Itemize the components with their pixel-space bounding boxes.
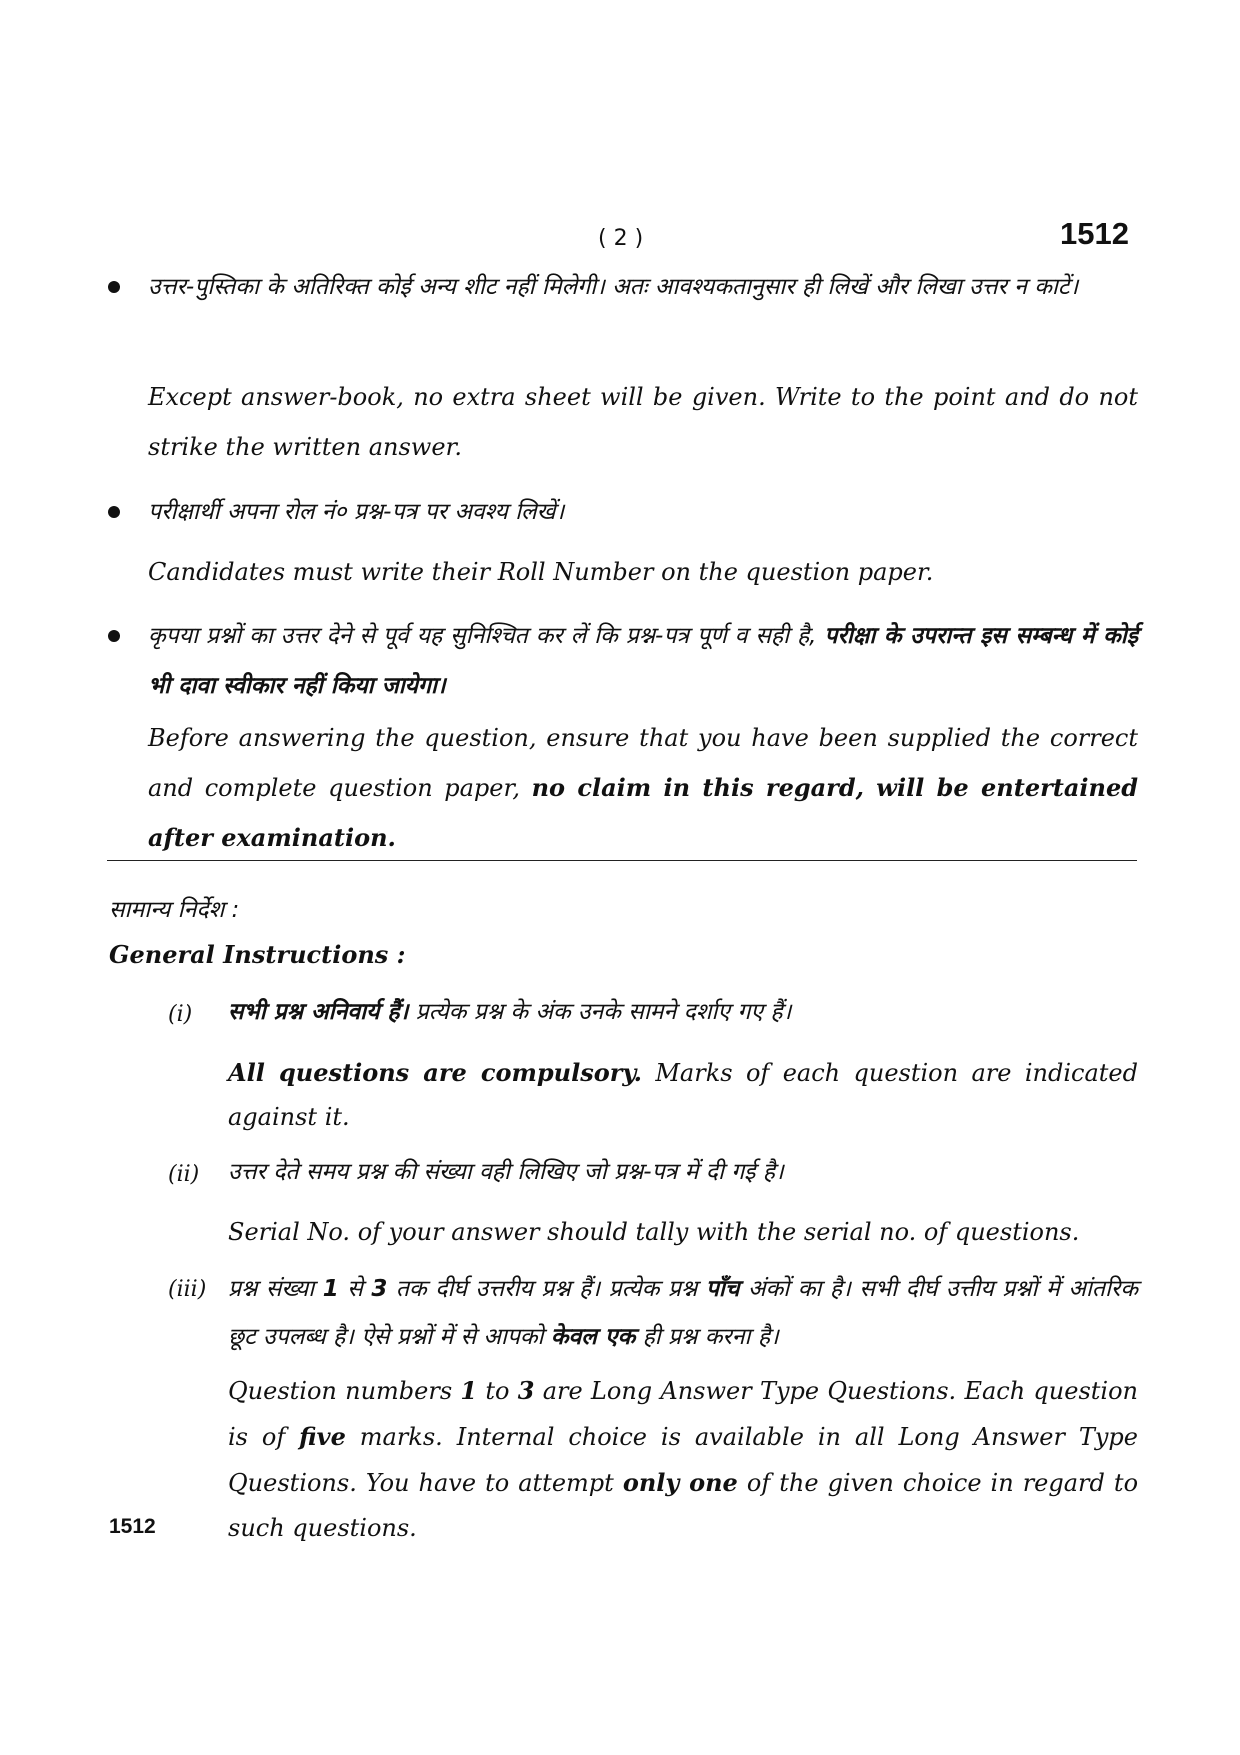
instruction-3-hindi — [228, 1265, 1138, 1361]
instruction-2-number: (ii) — [168, 1162, 200, 1187]
bullet-icon — [108, 281, 120, 293]
bullet-icon — [108, 630, 120, 642]
instruction-3-english-text: to — [477, 1377, 518, 1405]
instruction-3-hindi-num-1: 1 — [322, 1276, 339, 1302]
instruction-1-english-text: Marks of each question are indicated against it. — [228, 1059, 1138, 1131]
instruction-3-english-num-1: 1 — [460, 1376, 478, 1405]
general-heading-hindi: सामान्य निर्देश : — [109, 897, 240, 923]
note-3-hindi-bold: परीक्षा के उपरान्त इस सम्बन्ध में कोई भी दावा स्वीकार नहीं किया जायेगा। — [148, 623, 1138, 699]
instruction-3-english-text: are Long Answer Type Questions. Each question is of — [228, 1377, 1138, 1451]
instruction-3-hindi-five: पाँच — [705, 1276, 740, 1302]
note-1-english: Except answer-book, no extra sheet will be given. Write to the point and do not strike the written answer. — [148, 383, 1138, 461]
instruction-2-english: Serial No. of your answer should tally with the serial no. of questions. — [228, 1218, 1080, 1246]
bullet-icon — [108, 506, 120, 518]
instruction-3-english-text: marks. Internal choice is available in all Long Answer Type Questions. You have to attempt — [228, 1423, 1138, 1497]
instruction-3-hindi-text: से — [338, 1276, 372, 1302]
instruction-1-hindi — [228, 990, 1138, 1034]
paper-code-header: 1512 — [1060, 216, 1129, 251]
instruction-3-english — [228, 1368, 1138, 1551]
instruction-1-hindi-bold: सभी प्रश्न अनिवार्य हैं। — [228, 999, 409, 1025]
note-1-hindi: उत्तर-पुस्तिका के अतिरिक्त कोई अन्य शीट नहीं मिलेगी। अतः आवश्यकतानुसार ही लिखें और लिखा उत्तर न काटें। — [148, 274, 1079, 300]
instruction-3-hindi-text: तक दीर्घ उत्तरीय प्रश्न हैं। प्रत्येक प्रश्न — [387, 1276, 706, 1302]
instruction-1-english-bold: All questions are compulsory. — [228, 1058, 642, 1087]
instruction-3-number: (iii) — [168, 1277, 207, 1302]
note-3-english-text: Before answering the question, ensure that you have been supplied the correct and complete question paper, — [148, 724, 1138, 802]
note-3-hindi-text: कृपया प्रश्नों का उत्तर देने से पूर्व यह सुनिश्चित कर लें कि प्रश्न-पत्र पूर्ण व सही है, — [148, 623, 817, 649]
note-3-hindi — [148, 611, 1138, 711]
note-2-english: Candidates must write their Roll Number on the question paper. — [148, 558, 934, 586]
instruction-3-english-only-one: only one — [622, 1468, 738, 1497]
general-heading-english: General Instructions : — [109, 940, 406, 969]
instruction-3-english-text: of the given choice in regard to such questions. — [228, 1469, 1139, 1542]
section-divider — [107, 860, 1137, 861]
note-2-hindi: परीक्षार्थी अपना रोल नं० प्रश्न-पत्र पर अवश्य लिखें। — [148, 499, 565, 525]
instruction-1-hindi-text: प्रत्येक प्रश्न के अंक उनके सामने दर्शाए गए हैं। — [408, 999, 792, 1025]
instruction-3-hindi-num-3: 3 — [371, 1276, 388, 1302]
instruction-1-number: (i) — [168, 1002, 193, 1027]
instruction-3-hindi-text: ही प्रश्न करना है। — [635, 1324, 779, 1350]
instruction-2-hindi: उत्तर देते समय प्रश्न की संख्या वही लिखिए जो प्रश्न-पत्र में दी गई है। — [228, 1159, 784, 1185]
instruction-3-hindi-text: प्रश्न संख्या — [228, 1276, 323, 1302]
instruction-3-english-five: five — [299, 1422, 346, 1451]
note-3-english — [148, 713, 1138, 863]
paper-code-footer: 1512 — [109, 1515, 156, 1538]
instruction-3-english-num-3: 3 — [517, 1376, 535, 1405]
instruction-3-english-text: Question numbers — [228, 1377, 461, 1405]
instruction-1-english — [228, 1051, 1138, 1139]
page-number: ( 2 ) — [598, 226, 644, 251]
note-3-english-bold: no claim in this regard, will be entertained after examination. — [148, 773, 1138, 852]
instruction-3-hindi-only-one: केवल एक — [550, 1324, 636, 1350]
instruction-3-hindi-text: अंकों का है। सभी दीर्घ उत्तीय प्रश्नों में आंतरिक छूट उपलब्ध है। ऐसे प्रश्नों में से आपको — [228, 1276, 1138, 1350]
